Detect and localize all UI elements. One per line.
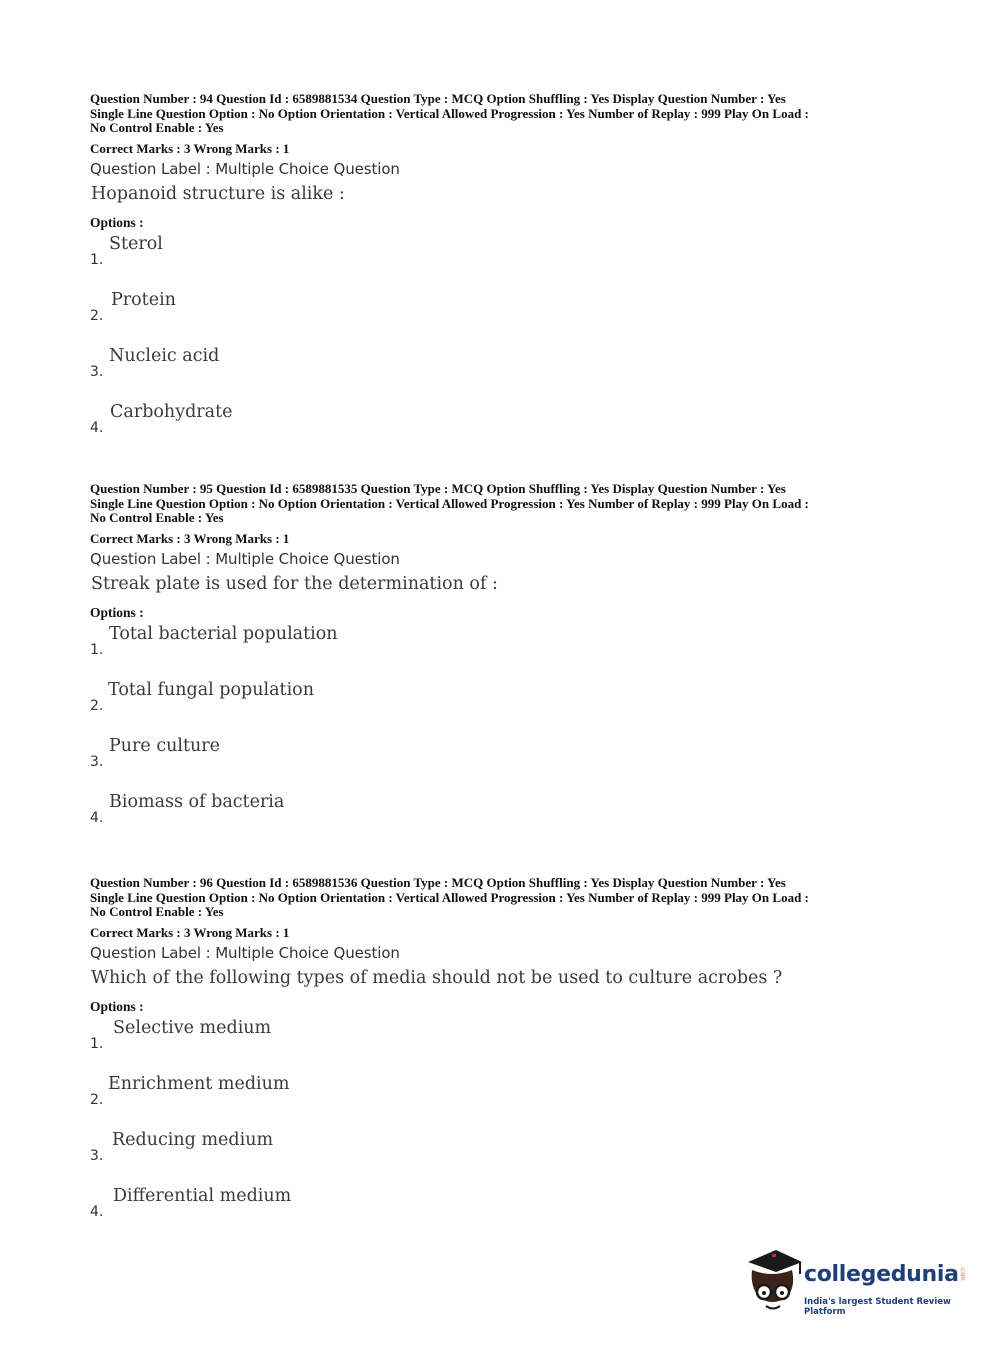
question-label: Question Label : Multiple Choice Question (90, 549, 400, 568)
option-text: Biomass of bacteria (109, 791, 285, 812)
option-item[interactable] (90, 624, 920, 680)
option-text: Carbohydrate (110, 401, 233, 422)
question-meta: Question Number : 96 Question Id : 6589881536 Question Type : MCQ Option Shuffling : Yes Display Question Number : Yes Single Line Question Option : No Option Orientation : Vertical Allowed Progression : Yes Number of Replay : 999 Play On Load : No Control Enable : Yes (90, 875, 809, 919)
option-number: 2. (90, 307, 104, 324)
option-number: 4. (90, 1203, 104, 1220)
option-number: 4. (90, 419, 104, 436)
option-text: Differential medium (113, 1185, 292, 1206)
option-text: Nucleic acid (109, 345, 220, 366)
option-item[interactable] (90, 234, 920, 290)
question-label: Question Label : Multiple Choice Question (90, 159, 400, 178)
option-item[interactable] (90, 736, 920, 792)
option-number: 2. (90, 697, 104, 714)
option-item[interactable] (90, 1074, 920, 1130)
option-item[interactable] (90, 1186, 920, 1242)
option-item[interactable] (90, 1018, 920, 1074)
collegedunia-logo (742, 1248, 972, 1320)
option-number: 3. (90, 363, 104, 380)
question-block-95 (90, 482, 920, 848)
option-text: Total fungal population (108, 679, 314, 700)
question-meta: Question Number : 94 Question Id : 6589881534 Question Type : MCQ Option Shuffling : Yes Display Question Number : Yes Single Line Question Option : No Option Orientation : Vertical Allowed Progression : Yes Number of Replay : 999 Play On Load : No Control Enable : Yes (90, 91, 809, 135)
question-block-94 (90, 92, 920, 458)
option-text: Sterol (109, 233, 163, 254)
option-text: Protein (111, 289, 176, 310)
question-text: Hopanoid structure is alike : (91, 183, 345, 204)
question-meta: Question Number : 95 Question Id : 6589881535 Question Type : MCQ Option Shuffling : Yes Display Question Number : Yes Single Line Question Option : No Option Orientation : Vertical Allowed Progression : Yes Number of Replay : 999 Play On Load : No Control Enable : Yes (90, 481, 809, 525)
option-item[interactable] (90, 1130, 920, 1186)
marks-info: Correct Marks : 3 Wrong Marks : 1 (90, 924, 290, 940)
option-number: 4. (90, 809, 104, 826)
option-number: 1. (90, 251, 104, 268)
option-number: 1. (90, 1035, 104, 1052)
marks-info: Correct Marks : 3 Wrong Marks : 1 (90, 140, 290, 156)
option-item[interactable] (90, 290, 920, 346)
option-text: Pure culture (109, 735, 221, 756)
option-text: Selective medium (113, 1017, 272, 1038)
option-item[interactable] (90, 402, 920, 458)
option-text: Reducing medium (112, 1129, 274, 1150)
option-number: 3. (90, 753, 104, 770)
option-item[interactable] (90, 346, 920, 402)
option-item[interactable] (90, 680, 920, 736)
option-text: Total bacterial population (109, 623, 338, 644)
question-label: Question Label : Multiple Choice Question (90, 943, 400, 962)
option-number: 2. (90, 1091, 104, 1108)
mascot-icon (742, 1248, 804, 1320)
logo-brand-text: collegedunia (804, 1262, 959, 1287)
options-heading: Options : (90, 214, 144, 230)
question-block-96 (90, 876, 920, 1242)
option-text: Enrichment medium (108, 1073, 290, 1094)
logo-domain-suffix: .com (959, 1266, 966, 1281)
question-text: Which of the following types of media should not be used to culture acrobes ? (91, 967, 783, 988)
options-heading: Options : (90, 604, 144, 620)
marks-info: Correct Marks : 3 Wrong Marks : 1 (90, 530, 290, 546)
options-heading: Options : (90, 998, 144, 1014)
logo-tagline: India's largest Student Review Platform (804, 1297, 951, 1317)
question-text: Streak plate is used for the determination of : (91, 573, 498, 594)
option-number: 3. (90, 1147, 104, 1164)
option-item[interactable] (90, 792, 920, 848)
option-number: 1. (90, 641, 104, 658)
